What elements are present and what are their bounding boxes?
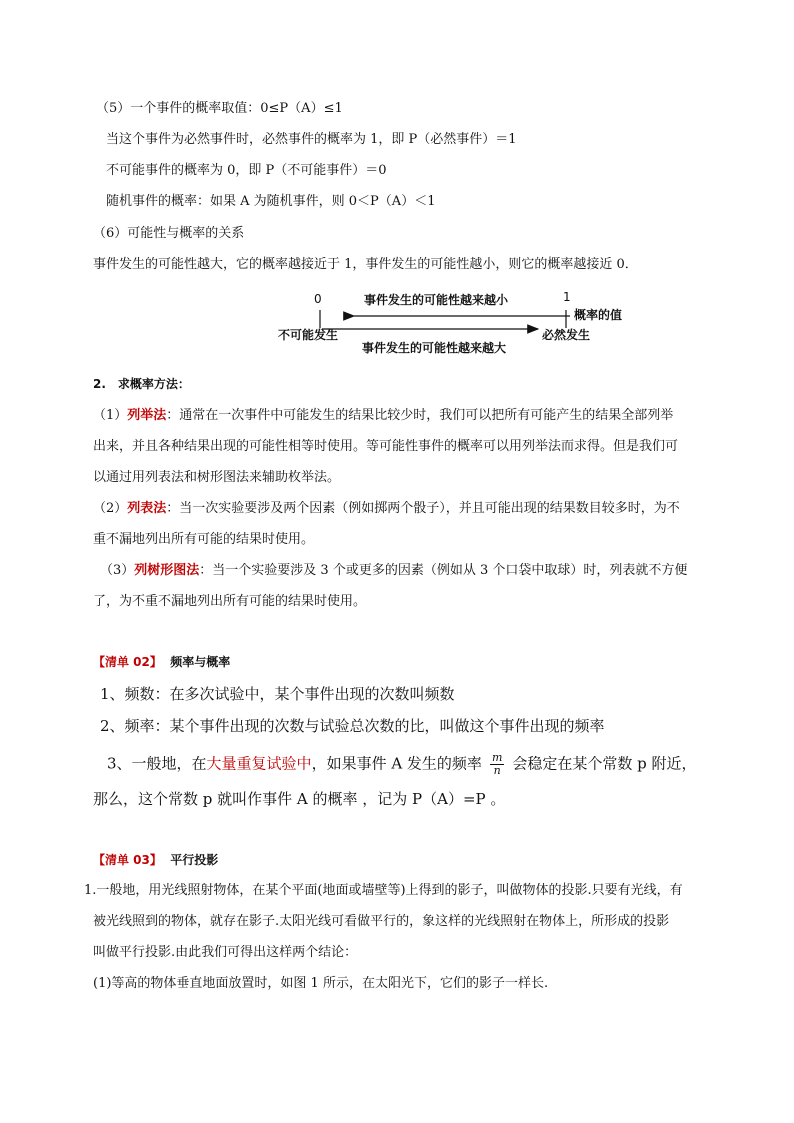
tree-method-prefix: （3） [100,563,135,578]
tree-method-line-1 [100,562,687,580]
checklist-02-tag: 【清单 02】 [93,655,162,669]
item-5-probability-range: （5）一个事件的概率取值：0≤P（A）≤1 [96,101,343,116]
random-event-text: 随机事件的概率：如果 A 为随机事件，则 0＜P（A）＜1 [106,194,436,209]
table-method-line-2: 重不漏地列出所有可能的结果时使用。 [93,532,315,547]
probability-definition-line-2: 那么，这个常数 p 就叫作事件 A 的概率 ，记为 P（A）=P 。 [93,790,506,808]
tree-method-line-2: 了，为不重不漏地列出所有可能的结果时使用。 [93,594,367,609]
probability-def-b: ，如果事件 A 发生的频率 [311,754,482,773]
methods-heading: 2. 求概率方法： [93,377,190,391]
projection-line-3: 叫做平行投影.由此我们可得出这样两个结论： [93,945,358,960]
diagram-certain-label: 必然发生 [542,328,591,342]
enumeration-line-3: 以通过用列表法和树形图法来辅助枚举法。 [93,470,341,485]
checklist-03-title: 平行投影 [170,853,219,867]
diagram-bottom-label: 事件发生的可能性越来越大 [362,341,507,355]
enumeration-text-1: ：通常在一次事件中可能发生的结果比较少时，我们可以把所有可能产生的结果全部列举 [166,408,674,423]
checklist-03-tag: 【清单 03】 [93,853,162,867]
table-method-line-1 [93,500,680,518]
certain-event-text: 当这个事件为必然事件时，必然事件的概率为 1，即 P（必然事件）＝1 [106,132,517,147]
impossible-event-text: 不可能事件的概率为 0，即 P（不可能事件）＝0 [106,163,387,178]
frequency-rate-definition: 2、频率：某个事件出现的次数与试验总次数的比，叫做这个事件出现的频率 [100,717,605,735]
tree-method-text-1: ：当一个实验要涉及 3 个或更多的因素（例如从 3 个口袋中取球）时，列表就不方便 [199,563,688,578]
probability-scale-diagram [270,288,650,360]
fraction-denominator: n [493,764,501,777]
enumeration-term: 列举法 [127,408,167,423]
frequency-fraction [490,752,504,777]
enumeration-line-1 [93,407,673,425]
fraction-numerator: m [491,751,503,764]
probability-def-highlight: 大量重复试验中 [206,754,312,773]
diagram-impossible-label: 不可能发生 [278,328,339,342]
projection-line-1: 1.一般地，用光线照射物体，在某个平面(地面或墙壁等)上得到的影子，叫做物体的投影.只要有光线，有 [84,883,683,898]
probability-def-a: 3、一般地，在 [107,754,207,773]
diagram-zero-label: 0 [314,292,322,306]
checklist-02-title: 频率与概率 [170,655,231,669]
diagram-probability-label: 概率的值 [574,308,623,322]
enumeration-line-2: 出来，并且各种结果出现的可能性相等时使用。等可能性事件的概率可以用列举法而求得。但是我们可 [93,439,679,454]
diagram-one-label: 1 [563,290,571,304]
probability-def-c: 会稳定在某个常数 p 附近， [512,754,697,773]
table-method-text-1: ：当一次实验要涉及两个因素（例如掷两个骰子），并且可能出现的结果数目较多时，为不 [166,501,680,516]
table-method-term: 列表法 [127,501,167,516]
item-6-heading: （6）可能性与概率的关系 [93,226,245,241]
tree-method-term: 列树形图法 [134,563,200,578]
probability-definition-line-1 [107,752,697,777]
checklist-03-heading [93,851,218,869]
enumeration-prefix: （1） [93,408,128,423]
projection-line-2: 被光线照到的物体，就存在影子.太阳光线可看做平行的，象这样的光线照射在物体上，所形成的投影 [93,914,670,929]
possibility-relation-text: 事件发生的可能性越大，它的概率越接近于 1，事件发生的可能性越小，则它的概率越接近 0． [93,257,638,272]
diagram-top-label: 事件发生的可能性越来越小 [364,293,509,307]
frequency-count-definition: 1、频数：在多次试验中，某个事件出现的次数叫频数 [100,685,455,703]
table-method-prefix: （2） [93,501,128,516]
checklist-02-heading [93,653,230,671]
projection-line-4: (1)等高的物体垂直地面放置时，如图 1 所示，在太阳光下，它们的影子一样长. [93,976,549,991]
